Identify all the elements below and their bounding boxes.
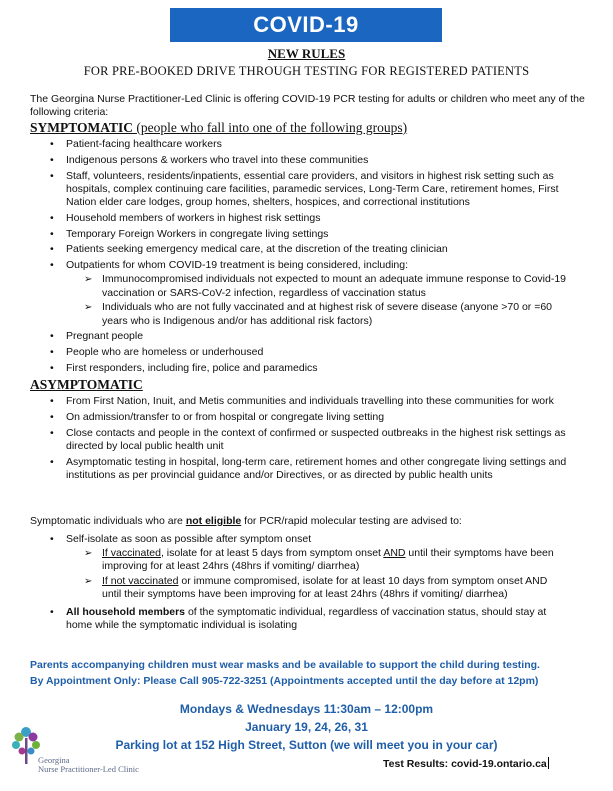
bullet-icon: • (50, 346, 54, 359)
list-item: • First responders, including fire, police and paramedics (50, 361, 318, 374)
parents-note: Parents accompanying children must wear masks and be available to support the child during testing. (30, 659, 540, 671)
symptomatic-label: SYMPTOMATIC (30, 120, 134, 135)
list-item: • People who are homeless or underhoused (50, 346, 264, 359)
list-item: • Patient-facing healthcare workers (50, 138, 222, 150)
list-item: • Self-isolate as soon as possible after symptom onset ➢ If vaccinated, isolate for at least 5 days from symptom onset AND until their symptoms have been improving for at least 24hrs (48hrs if vomiting/ diarrhea) ➢ If not vaccinated or immune compromised, isolate for at least 10 days from symptom onset AND until their symptoms have been improving for at least 24hrs (48hrs if vomiting/ diarrhea) (48, 533, 568, 602)
list-item: • Staff, volunteers, residents/inpatients, essential care providers, and visitors in highest risk setting such as hospitals, complex continuing care facilities, paramedic services, Long-Term Care, retirement homes, First Nation elder care lodges, group homes, shelters, hospices, and correctional institutions (50, 169, 559, 208)
covid-banner: COVID-19 (170, 8, 442, 42)
schedule-location: Parking lot at 152 High Street, Sutton (we will meet you in your car) (115, 738, 498, 752)
sub-list-item: ➢ Immunocompromised individuals not expected to mount an adequate immune response to Covid-19 vaccination or SARS-CoV-2 infection, regardless of vaccination status (84, 273, 567, 299)
list-item: • Close contacts and people in the context of confirmed or suspected outbreaks in the highest risk settings as directed by local public health unit (50, 426, 566, 452)
test-results-text: Test Results: covid-19.ontario.ca (383, 758, 547, 770)
symptomatic-heading (30, 120, 407, 136)
bullet-icon: • (50, 243, 54, 256)
arrow-icon: ➢ (84, 576, 93, 588)
list-item: • On admission/transfer to or from hospital or congregate living setting (50, 410, 385, 423)
advice-list (48, 533, 568, 635)
list-item: • From First Nation, Inuit, and Metis communities and individuals travelling into these communities for work (50, 395, 554, 407)
clinic-logo-text: Georgina Nurse Practitioner-Led Clinic (38, 755, 139, 774)
bullet-icon: • (50, 153, 54, 166)
arrow-icon: ➢ (84, 548, 93, 560)
arrow-icon: ➢ (84, 302, 93, 314)
not-eligible-intro: Symptomatic individuals who are not eligible for PCR/rapid molecular testing are advised to: (30, 515, 462, 527)
list-item: • Temporary Foreign Workers in congregate living settings (50, 227, 329, 240)
list-item: • Outpatients for whom COVID-19 treatment is being considered, including: ➢ Immunocompromised individuals not expected to mount an adequate immune response to Covid-19 vaccination or SARS-CoV-2 infection, regardless of vaccination status ➢ Individuals who are not fully vaccinated and at highest risk of severe disease (anyone >70 or =60 years who is Indigenous and/or has additional risk factors) (50, 259, 567, 327)
symptomatic-note: (people who fall into one of the following groups) (136, 120, 408, 135)
not-eligible-emphasis: not eligible (185, 515, 242, 527)
list-item: • All household members of the symptomatic individual, regardless of vaccination status, should stay at home while the symptomatic individual is isolating (50, 605, 547, 631)
new-rules-heading: NEW RULES (267, 46, 346, 61)
list-item: • Patients seeking emergency medical care, at the discretion of the treating clinician (50, 243, 448, 256)
bullet-icon: • (50, 395, 54, 407)
list-item: • Pregnant people (50, 330, 144, 343)
list-item: • Household members of workers in highest risk settings (50, 211, 321, 224)
text-cursor (548, 757, 549, 769)
subtitle: FOR PRE-BOOKED DRIVE THROUGH TESTING FOR REGISTERED PATIENTS (83, 64, 530, 78)
outpatient-sublist (66, 273, 568, 327)
intro-paragraph: The Georgina Nurse Practitioner-Led Clinic is offering COVID-19 PCR testing for adults or children who meet any of the following criteria: (30, 93, 585, 118)
appointment-note: By Appointment Only: Please Call 905-722-3251 (Appointments accepted until the day before at 12pm) (30, 675, 539, 687)
bullet-icon: • (50, 426, 54, 439)
schedule-days: Mondays & Wednesdays 11:30am – 12:00pm (179, 702, 434, 716)
asymptomatic-heading: ASYMPTOMATIC (30, 377, 143, 392)
symptomatic-list (48, 138, 568, 378)
sub-list-item: ➢ If vaccinated, isolate for at least 5 days from symptom onset AND until their symptoms have been improving for at least 24hrs (48hrs if vomiting/ diarrhea) (84, 547, 554, 573)
bullet-icon: • (50, 211, 54, 224)
bullet-icon: • (50, 227, 54, 240)
bullet-icon: • (50, 605, 54, 618)
schedule-dates: January 19, 24, 26, 31 (245, 720, 368, 734)
bullet-icon: • (50, 533, 54, 545)
bullet-icon: • (50, 361, 54, 374)
isolation-sublist (66, 547, 568, 601)
bullet-icon: • (50, 138, 54, 150)
sub-list-item: ➢ Individuals who are not fully vaccinated and at highest risk of severe disease (anyone >70 or =60 years who is Indigenous and/or has additional risk factors) (84, 301, 553, 327)
list-item: • Asymptomatic testing in hospital, long-term care, retirement homes and other congregate living settings and institutions as per provincial guidance and/or Directives, or as directed by public health units (50, 455, 567, 481)
list-item: • Indigenous persons & workers who travel into these communities (50, 153, 369, 166)
bullet-icon: • (50, 410, 54, 423)
sub-list-item: ➢ If not vaccinated or immune compromised, isolate for at least 10 days from symptom onset AND until their symptoms have been improving for at least 24hrs (48hrs if vomiting/ diarrhea) (84, 575, 548, 601)
bullet-icon: • (50, 259, 54, 272)
arrow-icon: ➢ (84, 274, 93, 286)
bullet-icon: • (50, 455, 54, 468)
asymptomatic-list (48, 395, 568, 485)
bullet-icon: • (50, 169, 54, 182)
bullet-icon: • (50, 330, 54, 343)
